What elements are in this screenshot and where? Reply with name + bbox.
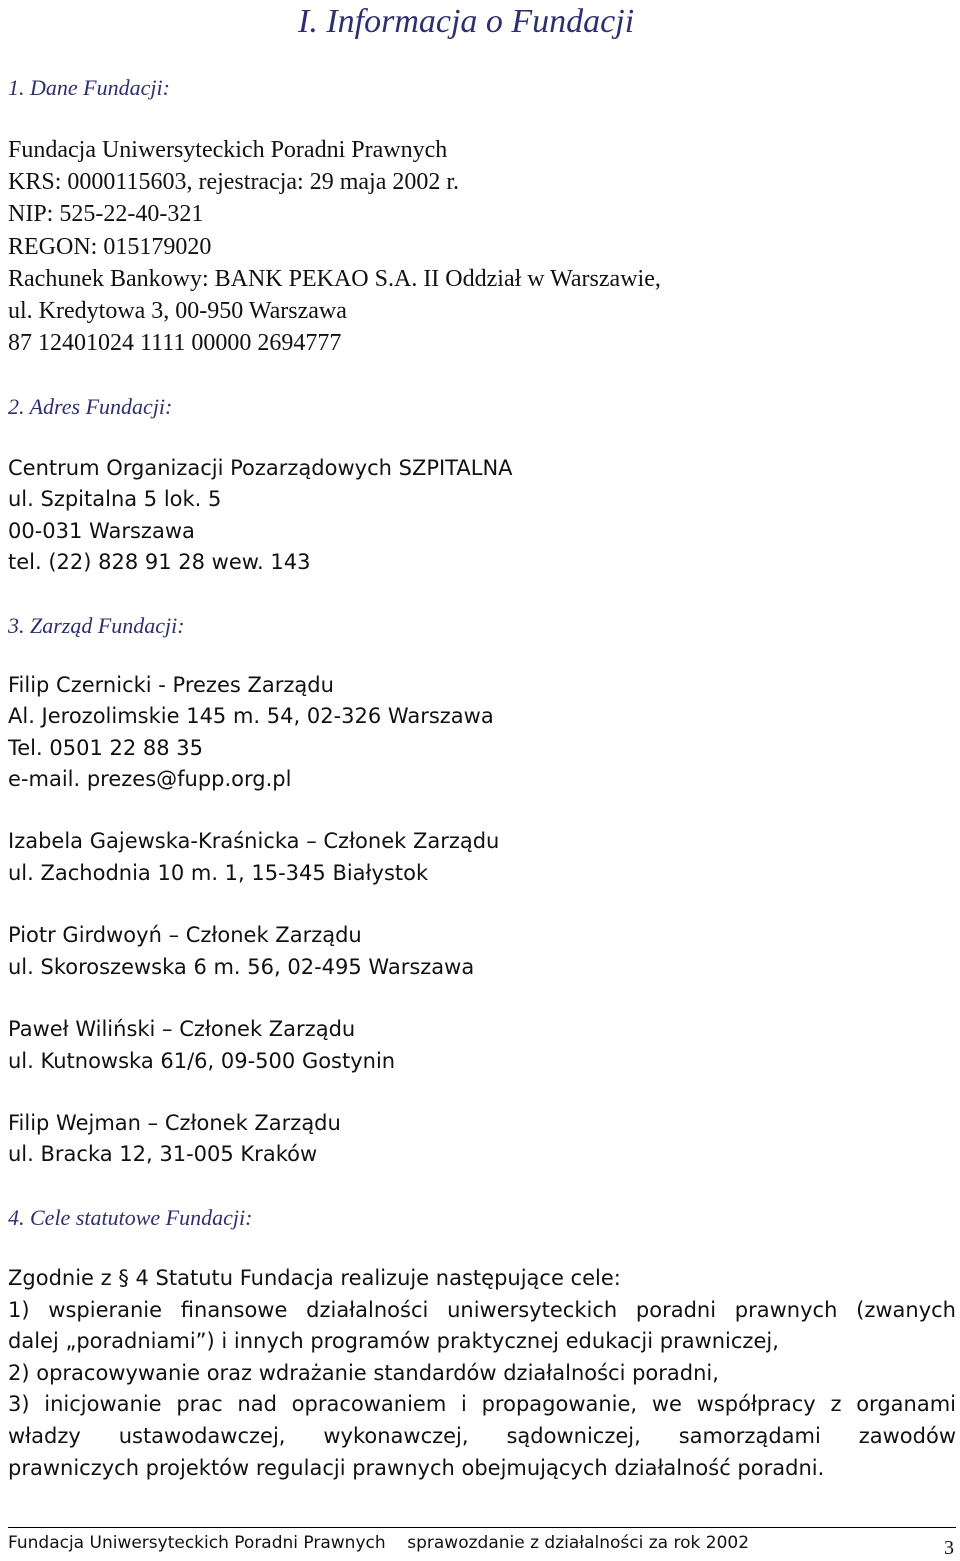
footer-text: Fundacja Uniwersyteckich Poradni Prawnych sprawozdanie z działalności za rok 2002 bbox=[8, 1533, 750, 1553]
member-name: Piotr Girdwoyń – Członek Zarządu bbox=[8, 923, 362, 948]
goal-line: 2) opracowywanie oraz wdrażanie standardów działalności poradni, bbox=[8, 1360, 719, 1385]
section-4-heading: 4. Cele statutowe Fundacji: bbox=[8, 1205, 253, 1230]
member-address: ul. Zachodnia 10 m. 1, 15-345 Białystok bbox=[8, 860, 429, 885]
member-address: ul. Kutnowska 61/6, 09-500 Gostynin bbox=[8, 1048, 396, 1073]
detail-line: Fundacja Uniwersyteckich Poradni Prawnych bbox=[8, 137, 448, 163]
goals-intro: Zgodnie z § 4 Statutu Fundacja realizuje następujące cele: bbox=[8, 1266, 621, 1290]
page-number: 3 bbox=[944, 1537, 954, 1559]
member-address: ul. Bracka 12, 31-005 Kraków bbox=[8, 1142, 318, 1167]
detail-line: ul. Kredytowa 3, 00-950 Warszawa bbox=[8, 297, 347, 324]
goal-line: 1) wspieranie finansowe działalności uniwersyteckich poradni prawnych (zwanych bbox=[8, 1297, 956, 1322]
board-members bbox=[8, 670, 499, 1171]
foundation-address bbox=[8, 453, 513, 578]
detail-line: NIP: 525-22-40-321 bbox=[8, 201, 204, 228]
member-address: Al. Jerozolimskie 145 m. 54, 02-326 Warszawa bbox=[8, 704, 494, 729]
member-name: Filip Czernicki - Prezes Zarządu bbox=[8, 673, 334, 697]
detail-line: KRS: 0000115603, rejestracja: 29 maja 2002 r. bbox=[8, 169, 460, 196]
member-address: ul. Skoroszewska 6 m. 56, 02-495 Warszawa bbox=[8, 954, 475, 979]
goal-line: 3) inicjowanie prac nad opracowaniem i propagowanie, we współpracy z organami bbox=[8, 1392, 956, 1417]
footer-divider bbox=[8, 1527, 956, 1528]
section-2-heading: 2. Adres Fundacji: bbox=[8, 394, 173, 419]
member-name: Izabela Gajewska-Kraśnicka – Członek Zarządu bbox=[8, 829, 500, 854]
detail-line: REGON: 015179020 bbox=[8, 233, 212, 260]
address-line: 00-031 Warszawa bbox=[8, 518, 195, 543]
address-line: tel. (22) 828 91 28 wew. 143 bbox=[8, 549, 311, 574]
statutory-goals bbox=[8, 1263, 956, 1484]
goal-line: władzy ustawodawczej, wykonawczej, sądowniczej, samorządami zawodów bbox=[8, 1423, 956, 1448]
page-title: I. Informacja o Fundacji bbox=[298, 3, 635, 40]
detail-line: Rachunek Bankowy: BANK PEKAO S.A. II Oddział w Warszawie, bbox=[8, 265, 661, 292]
section-1-heading: 1. Dane Fundacji: bbox=[8, 75, 170, 100]
address-line: Centrum Organizacji Pozarządowych SZPITALNA bbox=[8, 456, 513, 480]
goal-line: dalej „poradniami”) i innych programów praktycznej edukacji prawniczej, bbox=[8, 1329, 779, 1354]
detail-line: 87 12401024 1111 00000 2694777 bbox=[8, 330, 342, 357]
goal-line: prawniczych projektów regulacji prawnych obejmujących działalność poradni. bbox=[8, 1455, 825, 1480]
member-name: Filip Wejman – Członek Zarządu bbox=[8, 1111, 341, 1136]
member-phone: Tel. 0501 22 88 35 bbox=[8, 735, 203, 760]
foundation-details bbox=[8, 134, 661, 359]
member-email: e-mail. prezes@fupp.org.pl bbox=[8, 766, 292, 791]
member-name: Paweł Wiliński – Członek Zarządu bbox=[8, 1017, 356, 1042]
address-line: ul. Szpitalna 5 lok. 5 bbox=[8, 487, 222, 512]
section-3-heading: 3. Zarząd Fundacji: bbox=[8, 613, 185, 638]
